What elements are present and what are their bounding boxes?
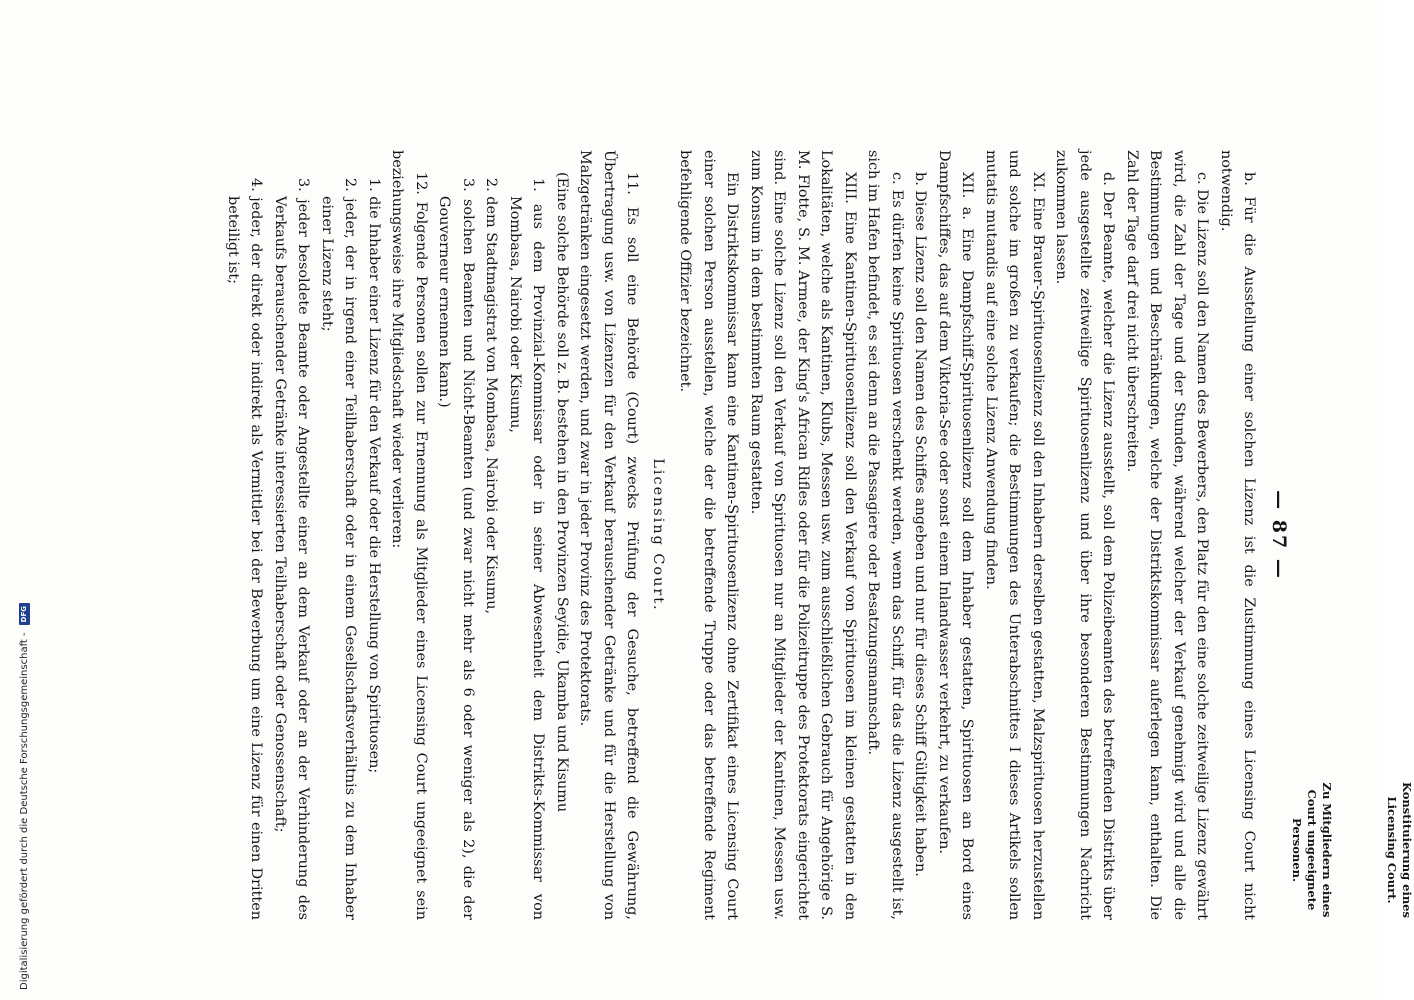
paragraph-12: 12. Folgende Personen sollen zur Ernennung als Mitglieder eines Licensing Court ungeeignet sein beziehungsweise ihre Mitgliedschaft wieder verlieren: [389, 150, 429, 920]
paragraph-11: 11. Es soll eine Behörde (Court) zwecks Prüfung der Gesuche, betreffend die Gewährung, Übertragung usw. von Lizenzen für den Verkauf berauschender Getränke und für die Herstellung von Malzgetränken eingesetzt werden, und zwar in jeder Provinz des Protektorats. [577, 150, 641, 920]
footer-text: Digitalisierung gefördert durch die Deutsche Forschungsgemeinschaft - [19, 632, 30, 990]
list-item: 2. dem Stadtmagistrat von Mombasa, Nairobi oder Kisumu, [483, 178, 500, 615]
paragraph-b: b. Für die Ausstellung einer solchen Lizenz ist die Zustimmung eines Licensing Court nicht notwendig. [1218, 150, 1258, 920]
paragraph-d: d. Der Beamte, welcher die Lizenz ausstellt, soll dem Polizeibeamten des betreffenden Distrikts über jede ausgestellte zeitweilige Spirituosenlizenz und über ihre besonderen Bestimmungen Nachricht zukommen lassen. [1053, 150, 1117, 920]
paragraph-xii-c: c. Es dürfen keine Spirituosen verschenkt werden, wenn das Schiff, für das die Lizenz ausgestellt ist, sich im Hafen befindet, es sei denn an die Passagiere oder Besatzungsmannschaft. [865, 150, 905, 920]
paragraph-xi: XI. Eine Brauer-Spirituosenlizenz soll den Inhabern derselben gestatten, Malzspirituosen herzustellen und solche im großen zu verkaufen; die Bestimmungen des Unterabschnittes I dieses Artikels sollen mutatis mutandis auf eine solche Lizenz Anwendung finden. [983, 150, 1046, 921]
list-item: 1. die Inhaber einer Lizenz für den Verkauf oder die Herstellung von Spirituosen; [366, 178, 382, 774]
margin-note-constitution: Konstituierung eines Licensing Court. [1385, 782, 1414, 918]
margin-note-ineligible: Zu Mitgliedern eines Court ungeeignete Personen. [1290, 782, 1334, 918]
paragraph-11-intro: (Eine solche Behörde soll z. B. bestehen in den Provinzen Seyidie, Ukamba und Kisumu [554, 172, 570, 813]
list-item: 4. jeder, der direkt oder indirekt als Vermittler bei der Bewerbung um eine Lizenz für einen Dritten beteiligt ist; [225, 178, 265, 920]
list-item: 1. aus dem Provinzial-Kommissar oder in seiner Abwesenheit dem Distrikts-Kommissar von Mombasa, Nairobi oder Kisumu, [507, 178, 547, 920]
dfg-logo: DFG [19, 603, 30, 625]
paragraph-c: c. Die Lizenz soll den Namen des Bewerbers, den Platz für den eine solche zeitweilige Lizenz gewährt wird, die Zahl der Tage und der Stunden, während welcher der Verkauf genehmigt wird und alle die Bestimmungen und Beschränkungen, welche der Distriktskommissar auferlegen kann, enthalten. Die Zahl der Tage darf drei nicht überschreiten. [1124, 150, 1211, 920]
paragraph-xiii-a: XIII. Eine Kantinen-Spirituosenlizenz soll den Verkauf von Spirituosen im kleinen gestatten in den Lokalitäten, welche als Kantinen, Klubs, Messen usw. zum ausschließlichen Gebrauch für Angehörige S. M. Flotte, S. M. Armee, der King's African Rifles oder für die Polizeitruppe des Protektorats eingerichtet sind. Eine solche Lizenz soll den Verkauf von Spirituosen nur an Mitglieder der Kantinen, Messen usw. zum Konsum in dem bestimmten Raum gestatten. [748, 150, 858, 920]
paragraph-xii-a: XII. a. Eine Dampfschiff-Spirituosenlizenz soll dem Inhaber gestatten, Spirituosen an Bord eines Dampfschiffes, das auf dem Viktoria-See oder sonst einem Inlandwasser verkehrt, zu verkaufen. [936, 150, 976, 920]
list-item: 3. jeder besoldete Beamte oder Angestellte einer an dem Verkauf oder an der Verhinderung des Verkaufs berauschender Getränke interessierten Teilhaberschaft oder Genossenschaft; [272, 178, 312, 920]
page-number: — 87 — [1268, 490, 1290, 580]
paragraph-xiii-b: Ein Distriktskommissar kann eine Kantinen-Spirituosenlizenz ohne Zertifikat eines Licensing Court einer solchen Person ausstellen, welche der die betreffende Truppe oder das betreffende Regiment befehligende Offizier bezeichnet. [677, 150, 741, 920]
paragraph-xii-b: b. Diese Lizenz soll den Namen des Schiffes angeben und nur für dieses Schiff Gültigkeit haben. [912, 172, 929, 877]
page-content [225, 150, 1414, 921]
section-heading: Licensing Court. [650, 458, 666, 612]
digitization-footer [18, 590, 32, 990]
list-item: 2. jeder, der in irgend einer Teilhaberschaft oder in einem Gesellschaftsverhältnis zu dem Inhaber einer Lizenz steht; [319, 178, 359, 920]
list-item: 3. solchen Beamten und Nicht-Beamten (und zwar nicht mehr als 6 oder weniger als 2), die der Gouverneur ernennen kann.) [436, 178, 476, 920]
